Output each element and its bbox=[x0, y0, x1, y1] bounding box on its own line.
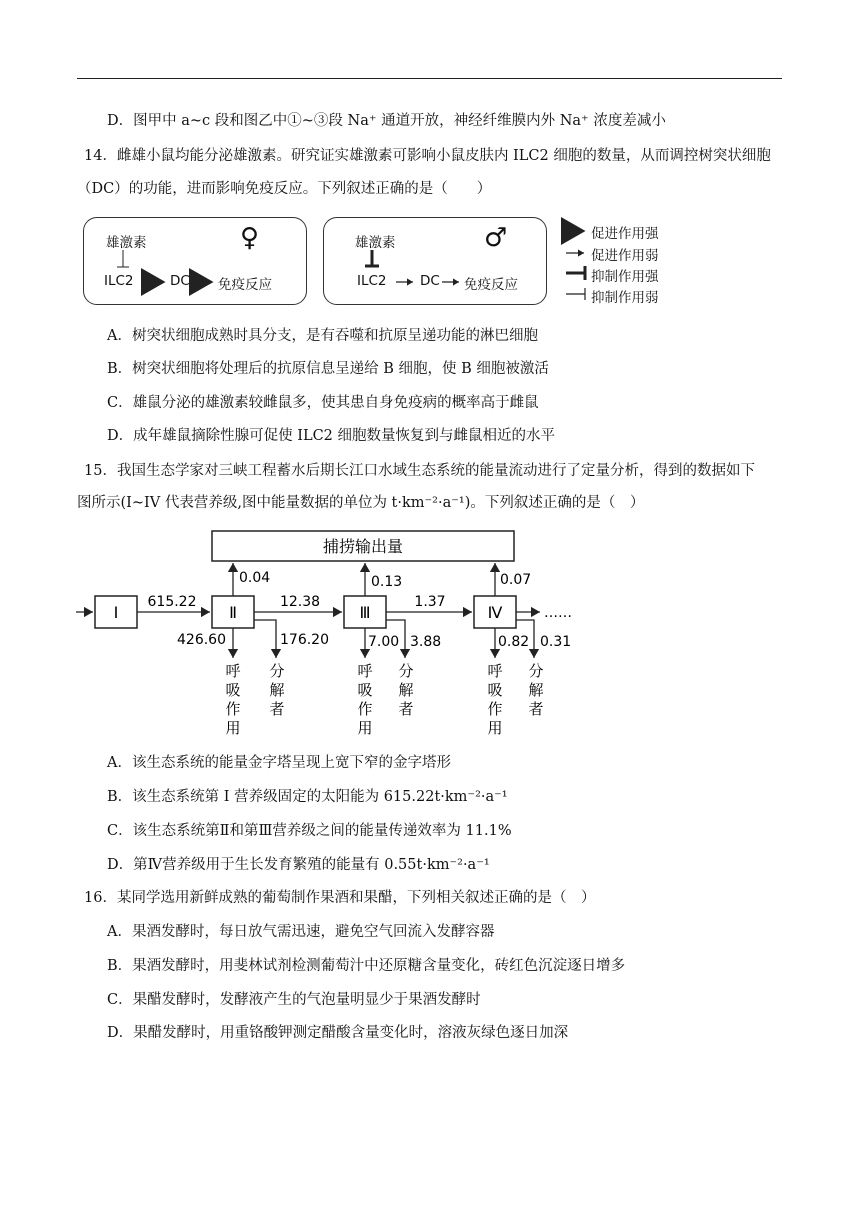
q14-option-b[interactable]: B．树突状细胞将处理后的抗原信息呈递给 B 细胞，使 B 细胞被激活 bbox=[107, 361, 549, 377]
q15-option-a[interactable]: A．该生态系统的能量金字塔呈现上宽下窄的金字塔形 bbox=[107, 755, 451, 771]
resp-label-2: 呼吸作用 bbox=[225, 662, 241, 737]
q15-stem-line2: 图所示(I~IV 代表营养级,图中能量数据的单位为 t·km⁻²·a⁻¹)。下列叙述正确的是（ ） bbox=[77, 495, 645, 511]
flow-2-3: 12.38 bbox=[279, 594, 321, 610]
male-ilc2: ILC2 bbox=[357, 273, 387, 289]
level-3: Ⅲ bbox=[359, 603, 371, 622]
male-immune: 免疫反应 bbox=[464, 277, 518, 293]
q15-option-d[interactable]: D．第Ⅳ营养级用于生长发育繁殖的能量有 0.55t·km⁻²·a⁻¹ bbox=[107, 857, 490, 873]
catch-output-label: 捕捞输出量 bbox=[322, 537, 404, 556]
q16-option-c[interactable]: C．果醋发酵时，发酵液产生的气泡量明显少于果酒发酵时 bbox=[107, 992, 481, 1008]
q15-energy-flow-diagram bbox=[0, 520, 860, 745]
level-1: Ⅰ bbox=[113, 603, 119, 622]
male-dc: DC bbox=[420, 273, 440, 289]
resp-4: 0.82 bbox=[498, 634, 530, 650]
resp-2: 426.60 bbox=[177, 632, 226, 648]
decomp-4: 0.31 bbox=[540, 634, 572, 650]
female-hormone-label: 雄激素 bbox=[106, 235, 147, 251]
resp-label-4: 呼吸作用 bbox=[487, 662, 503, 737]
legend-weak-inhibit: 抑制作用弱 bbox=[591, 290, 659, 306]
level-2: Ⅱ bbox=[229, 603, 237, 622]
decomp-3: 3.88 bbox=[410, 634, 442, 650]
decomp-2: 176.20 bbox=[280, 632, 329, 648]
q14-option-c[interactable]: C．雄鼠分泌的雄激素较雌鼠多，使其患自身免疫病的概率高于雌鼠 bbox=[107, 395, 539, 411]
decomp-label-2: 分解者 bbox=[269, 662, 285, 718]
flow-1-2: 615.22 bbox=[147, 594, 197, 610]
q14-stem-line1: 14．雌雄小鼠均能分泌雄激素。研究证实雄激素可影响小鼠皮肤内 ILC2 细胞的数量，从而调控树突状细胞 bbox=[84, 148, 771, 164]
q14-stem-line2: （DC）的功能，进而影响免疫反应。下列叙述正确的是（ ） bbox=[77, 181, 492, 197]
q16-option-b[interactable]: B．果酒发酵时，用斐林试剂检测葡萄汁中还原糖含量变化，砖红色沉淀逐日增多 bbox=[107, 958, 626, 974]
female-ilc2: ILC2 bbox=[104, 273, 134, 289]
q16-option-d[interactable]: D．果醋发酵时，用重铬酸钾测定醋酸含量变化时，溶液灰绿色逐日加深 bbox=[107, 1025, 569, 1041]
catch-3: 0.13 bbox=[371, 574, 403, 590]
legend-strong-promote: 促进作用强 bbox=[591, 226, 659, 242]
q16-stem: 16．某同学选用新鲜成熟的葡萄制作果酒和果醋，下列相关叙述正确的是（ ） bbox=[84, 890, 596, 906]
q13-option-d[interactable]: D．图甲中 a~c 段和图乙中①~③段 Na⁺ 通道开放，神经纤维膜内外 Na⁺ 浓度差减小 bbox=[107, 113, 666, 129]
q14-option-a[interactable]: A．树突状细胞成熟时具分支，是有吞噬和抗原呈递功能的淋巴细胞 bbox=[107, 328, 538, 344]
catch-2: 0.04 bbox=[239, 570, 271, 586]
decomp-label-3: 分解者 bbox=[398, 662, 414, 718]
q15-option-c[interactable]: C．该生态系统第Ⅱ和第Ⅲ营养级之间的能量传递效率为 11.1% bbox=[107, 823, 512, 839]
flow-3-4: 1.37 bbox=[414, 594, 446, 610]
q14-arrows bbox=[0, 0, 860, 320]
resp-label-3: 呼吸作用 bbox=[357, 662, 373, 737]
flow-dots: …… bbox=[544, 605, 572, 621]
male-symbol-icon: ♂ bbox=[484, 223, 508, 253]
level-4: Ⅳ bbox=[487, 603, 503, 622]
female-symbol-icon: ♀ bbox=[240, 223, 260, 253]
q16-option-a[interactable]: A．果酒发酵时，每日放气需迅速，避免空气回流入发酵容器 bbox=[107, 924, 495, 940]
resp-3: 7.00 bbox=[368, 634, 400, 650]
q14-option-d[interactable]: D．成年雄鼠摘除性腺可促使 ILC2 细胞数量恢复到与雌鼠相近的水平 bbox=[107, 428, 556, 444]
female-immune: 免疫反应 bbox=[218, 277, 272, 293]
legend-strong-inhibit: 抑制作用强 bbox=[591, 269, 659, 285]
catch-4: 0.07 bbox=[500, 572, 532, 588]
female-dc: DC bbox=[170, 273, 190, 289]
male-hormone-label: 雄激素 bbox=[355, 235, 396, 251]
q15-option-b[interactable]: B．该生态系统第 I 营养级固定的太阳能为 615.22t·km⁻²·a⁻¹ bbox=[107, 789, 508, 805]
legend-weak-promote: 促进作用弱 bbox=[591, 248, 659, 264]
q15-stem-line1: 15．我国生态学家对三峡工程蓄水后期长江口水域生态系统的能量流动进行了定量分析，得到的数据如下 bbox=[84, 463, 755, 479]
decomp-label-4: 分解者 bbox=[528, 662, 544, 718]
